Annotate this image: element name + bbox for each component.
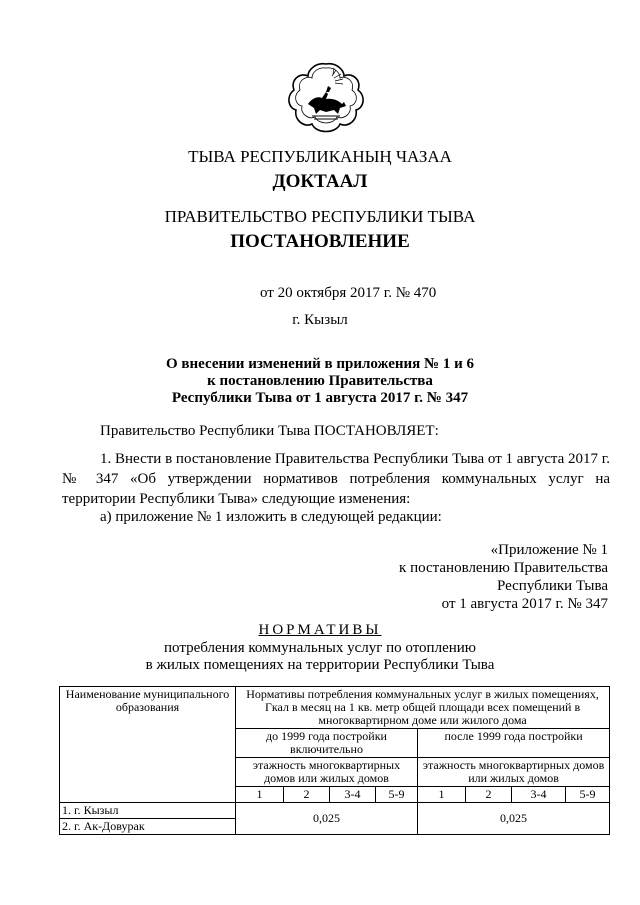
floor-cell: 2 [466, 787, 512, 803]
item-1-paragraph: 1. Внести в постановление Правительства Республики Тыва от 1 августа 2017 г. № 347 «Об утверждении нормативов потребления коммунальных услуг на территории Республики Тыва» следующие изменения: [62, 451, 610, 507]
row-municipality: 2. г. Ак-Довурак [60, 819, 236, 835]
header-floors-before: этажность многоквартирных домов или жилых домов [236, 758, 418, 787]
norms-title: НОРМАТИВЫ [258, 622, 382, 638]
floor-cell: 3-4 [330, 787, 376, 803]
norms-subtitle-1: потребления коммунальных услуг по отоплению [164, 640, 476, 656]
floor-cell: 3-4 [512, 787, 566, 803]
header-floors-after: этажность многоквартирных домов или жилых домов [418, 758, 610, 787]
appendix-line-2: к постановлению Правительства [399, 560, 608, 576]
decree-date-number: от 20 октября 2017 г. № 470 [260, 285, 437, 301]
doc-type-tuvan: ДОКТААЛ [272, 171, 368, 192]
appendix-line-1: «Приложение № 1 [490, 542, 608, 558]
header-norm: Нормативы потребления коммунальных услуг в жилых помещениях, Гкал в месяц на 1 кв. метр общей площади всех помещений в многоквартирном доме или жилого дома [236, 687, 610, 729]
item-a-paragraph: а) приложение № 1 изложить в следующей редакции: [100, 509, 442, 525]
tuva-coat-of-arms-icon [286, 58, 366, 138]
subject-line-3: Республики Тыва от 1 августа 2017 г. № 347 [171, 390, 469, 406]
floor-cell: 5-9 [376, 787, 418, 803]
norms-subtitle-2: в жилых помещениях на территории Республики Тыва [145, 657, 495, 673]
floor-cell: 1 [418, 787, 466, 803]
appendix-line-4: от 1 августа 2017 г. № 347 [441, 596, 608, 612]
header-period-before: до 1999 года постройки включительно [236, 729, 418, 758]
table-header-row [60, 687, 610, 729]
header-period-after: после 1999 года постройки [418, 729, 610, 758]
decree-intro: Правительство Республики Тыва ПОСТАНОВЛЯЕТ: [100, 423, 439, 439]
row-municipality: 1. г. Кызыл [60, 803, 236, 819]
floor-cell: 2 [284, 787, 330, 803]
subject-line-2: к постановлению Правительства [207, 373, 433, 389]
doc-type-russian: ПОСТАНОВЛЕНИЕ [230, 231, 410, 252]
header-municipality: Наименование муниципального образования [60, 687, 236, 803]
floor-cell: 1 [236, 787, 284, 803]
subject-line-1: О внесении изменений в приложения № 1 и 6 [166, 356, 474, 372]
government-title-tuvan: ТЫВА РЕСПУБЛИКАНЫҢ ЧАЗАА [188, 147, 452, 166]
value-after-1999: 0,025 [418, 803, 610, 835]
decree-city: г. Кызыл [292, 312, 348, 328]
norms-table [59, 686, 610, 835]
table-row [60, 803, 610, 819]
appendix-reference [399, 541, 608, 613]
appendix-line-3: Республики Тыва [496, 578, 608, 594]
government-title-russian: ПРАВИТЕЛЬСТВО РЕСПУБЛИКИ ТЫВА [164, 207, 476, 226]
floor-cell: 5-9 [566, 787, 610, 803]
value-before-1999: 0,025 [236, 803, 418, 835]
